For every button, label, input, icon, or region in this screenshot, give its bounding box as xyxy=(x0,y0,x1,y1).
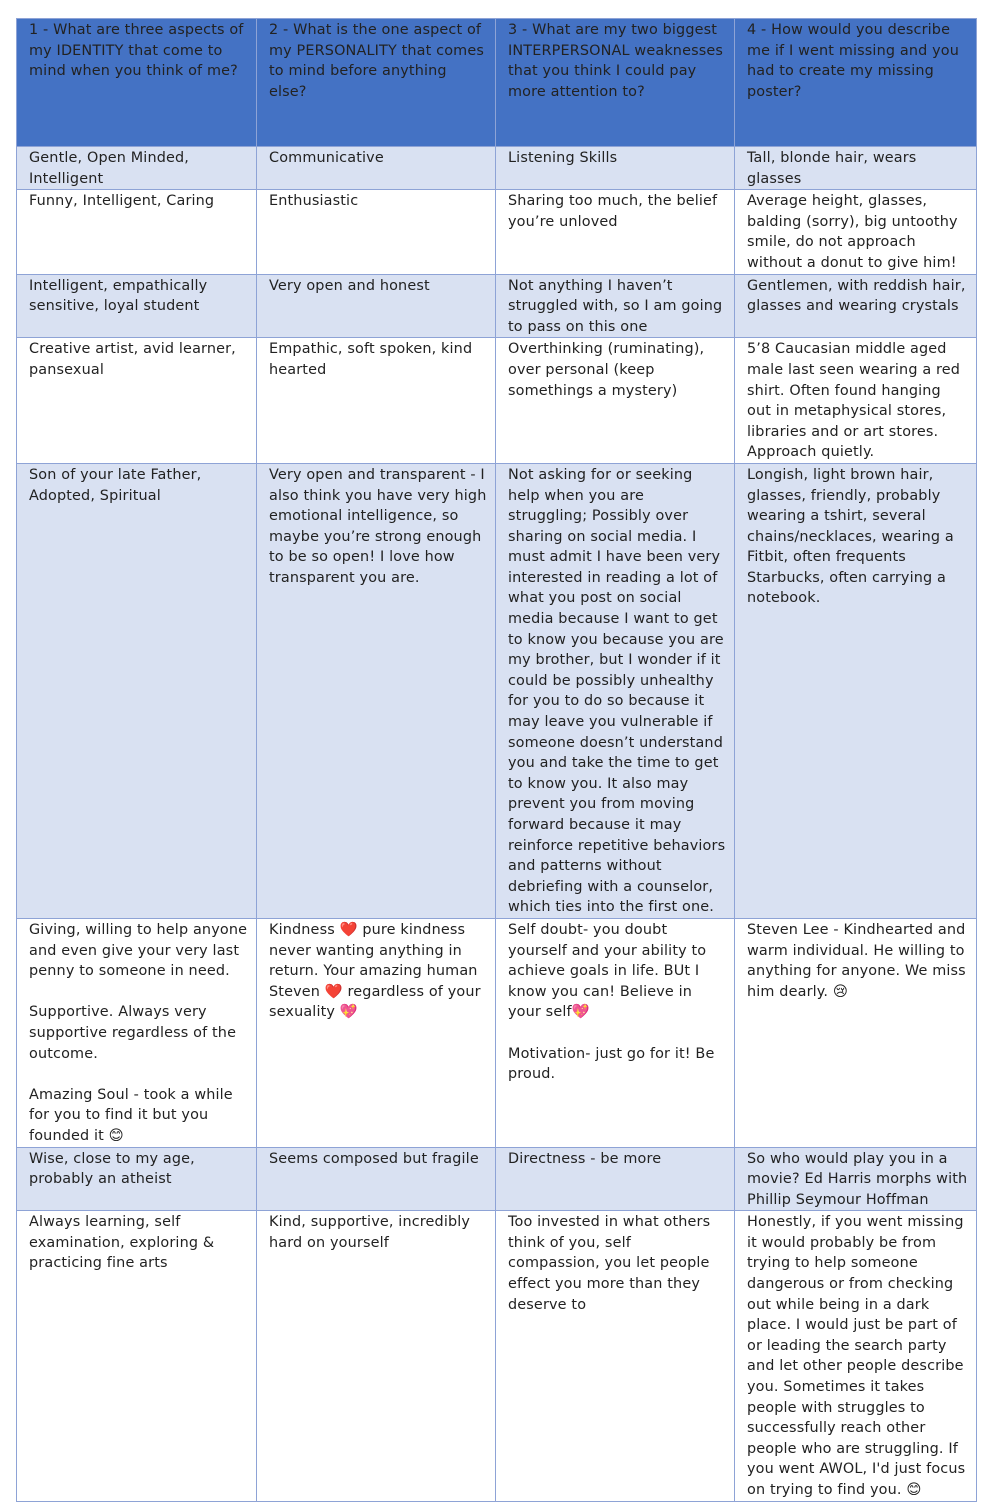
cell-personality: Seems composed but fragile xyxy=(257,1147,496,1211)
header-personality: 2 - What is the one aspect of my PERSONALITY that comes to mind before anything else? xyxy=(257,19,496,147)
cell-personality: Very open and transparent - I also think you have very high emotional intelligence, so maybe you’re strong enough to be so open! I love how transparent you are. xyxy=(257,463,496,918)
cell-weaknesses: Not anything I haven’t struggled with, so I am going to pass on this one xyxy=(496,274,735,338)
survey-table xyxy=(16,18,977,1502)
table-row xyxy=(17,463,977,918)
cell-identity: Intelligent, empathically sensitive, loyal student xyxy=(17,274,257,338)
cell-identity: Always learning, self examination, exploring & practicing fine arts xyxy=(17,1211,257,1501)
header-row xyxy=(17,19,977,147)
cell-weaknesses: Sharing too much, the belief you’re unloved xyxy=(496,190,735,274)
cell-missing-poster: Honestly, if you went missing it would probably be from trying to help someone dangerous or from checking out while being in a dark place. I would just be part of or leading the search party and let other people describe you. Sometimes it takes people with struggles to successfully reach other people who are struggling. If you went AWOL, I'd just focus on trying to find you. 😊 xyxy=(735,1211,977,1501)
cell-weaknesses: Overthinking (ruminating), over personal (keep somethings a mystery) xyxy=(496,338,735,464)
cell-personality: Very open and honest xyxy=(257,274,496,338)
table-row xyxy=(17,1211,977,1501)
header-identity: 1 - What are three aspects of my IDENTITY that come to mind when you think of me? xyxy=(17,19,257,147)
cell-missing-poster: 5’8 Caucasian middle aged male last seen wearing a red shirt. Often found hanging out in metaphysical stores, libraries and or art stores. Approach quietly. xyxy=(735,338,977,464)
table-row xyxy=(17,918,977,1147)
cell-personality: Kind, supportive, incredibly hard on yourself xyxy=(257,1211,496,1501)
table-row xyxy=(17,1147,977,1211)
cell-weaknesses: Directness - be more xyxy=(496,1147,735,1211)
table-row xyxy=(17,338,977,464)
cell-weaknesses: Too invested in what others think of you, self compassion, you let people effect you more than they deserve to xyxy=(496,1211,735,1501)
header-missing-poster: 4 - How would you describe me if I went missing and you had to create my missing poster? xyxy=(735,19,977,147)
cell-missing-poster: Gentlemen, with reddish hair, glasses and wearing crystals xyxy=(735,274,977,338)
cell-missing-poster: Average height, glasses, balding (sorry), big untoothy smile, do not approach without a donut to give him! xyxy=(735,190,977,274)
table-row xyxy=(17,190,977,274)
cell-personality: Empathic, soft spoken, kind hearted xyxy=(257,338,496,464)
cell-personality: Kindness ❤️ pure kindness never wanting anything in return. Your amazing human Steven ❤️ regardless of your sexuality 💖 xyxy=(257,918,496,1147)
cell-missing-poster: Tall, blonde hair, wears glasses xyxy=(735,147,977,190)
cell-missing-poster: So who would play you in a movie? Ed Harris morphs with Phillip Seymour Hoffman xyxy=(735,1147,977,1211)
cell-identity: Giving, willing to help anyone and even give your very last penny to someone in need. Supportive. Always very supportive regardless of the outcome. Amazing Soul - took a while for you to find it but you founded it 😊 xyxy=(17,918,257,1147)
cell-personality: Communicative xyxy=(257,147,496,190)
cell-weaknesses: Listening Skills xyxy=(496,147,735,190)
cell-identity: Gentle, Open Minded, Intelligent xyxy=(17,147,257,190)
cell-weaknesses: Not asking for or seeking help when you are struggling; Possibly over sharing on social media. I must admit I have been very interested in reading a lot of what you post on social media because I want to get to know you because you are my brother, but I wonder if it could be possibly unhealthy for you to do so because it may leave you vulnerable if someone doesn’t understand you and take the time to get to know you. It also may prevent you from moving forward because it may reinforce repetitive behaviors and patterns without debriefing with a counselor, which ties into the first one. xyxy=(496,463,735,918)
table-row xyxy=(17,274,977,338)
cell-identity: Creative artist, avid learner, pansexual xyxy=(17,338,257,464)
cell-missing-poster: Longish, light brown hair, glasses, friendly, probably wearing a tshirt, several chains/necklaces, wearing a Fitbit, often frequents Starbucks, often carrying a notebook. xyxy=(735,463,977,918)
cell-identity: Funny, Intelligent, Caring xyxy=(17,190,257,274)
table-row xyxy=(17,147,977,190)
header-weaknesses: 3 - What are my two biggest INTERPERSONAL weaknesses that you think I could pay more attention to? xyxy=(496,19,735,147)
cell-identity: Son of your late Father, Adopted, Spiritual xyxy=(17,463,257,918)
cell-weaknesses: Self doubt- you doubt yourself and your ability to achieve goals in life. BUt I know you can! Believe in your self💖 Motivation- just go for it! Be proud. xyxy=(496,918,735,1147)
cell-identity: Wise, close to my age, probably an atheist xyxy=(17,1147,257,1211)
cell-personality: Enthusiastic xyxy=(257,190,496,274)
cell-missing-poster: Steven Lee - Kindhearted and warm individual. He willing to anything for anyone. We miss him dearly. 😢 xyxy=(735,918,977,1147)
